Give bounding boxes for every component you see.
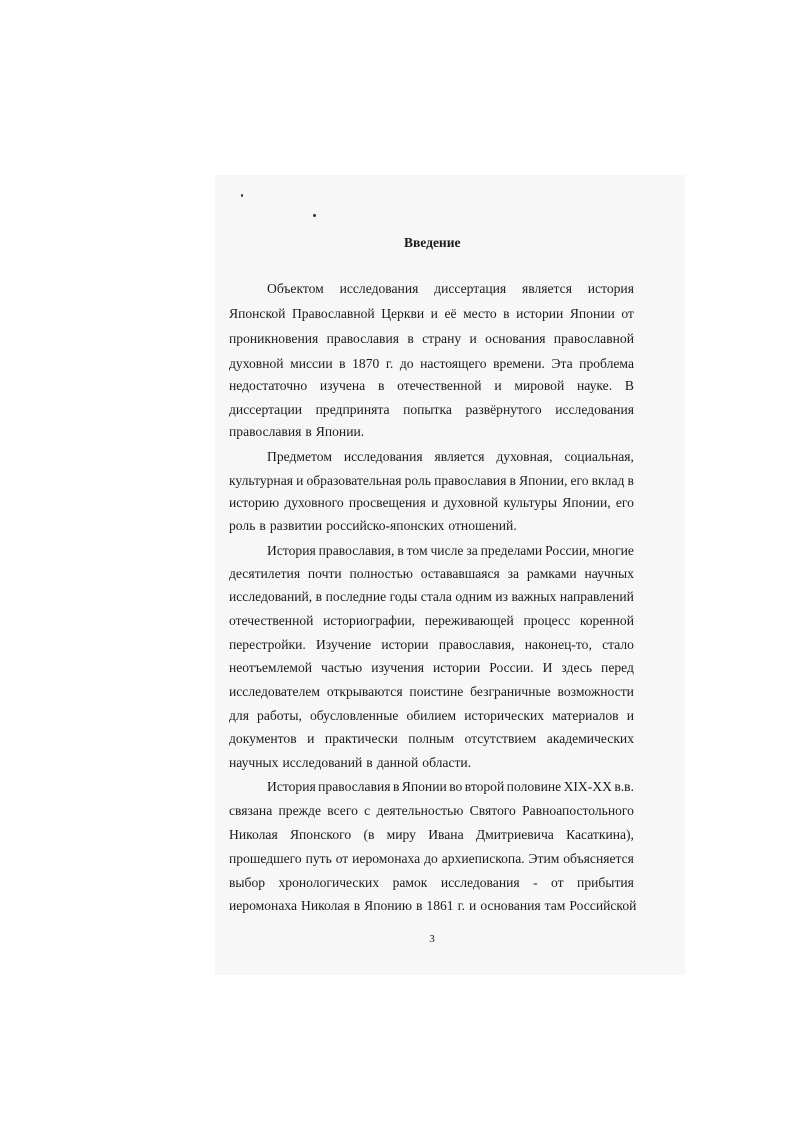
text-line: православия в Японии. [229,424,365,439]
text-line: неотъемлемой частью изучения истории России. И здесь перед [229,660,634,675]
text-line: для работы, обусловленные обилием исторических материалов и [229,708,634,723]
text-line: Николая Японского (в миру Ивана Дмитриевича Касаткина), [229,827,634,842]
text-line: духовной миссии в 1870 г. до настоящего времени. Эта проблема [229,356,634,371]
text-line: историю духовного просвещения и духовной культуры Японии, его [229,495,634,510]
scan-speck [241,194,243,197]
text-line: документов и практически полным отсутствием академических [229,731,634,746]
text-line: научных исследований в данной области. [229,755,472,770]
text-line: История православия, в том числе за пределами России, многие [267,543,634,558]
text-line: десятилетия почти полностью остававшаяся за рамками научных [229,566,634,581]
text-line: культурная и образовательная роль православия в Японии, его вклад в [229,473,634,488]
text-line: отечественной историографии, переживающей процесс коренной [229,613,634,628]
text-line: Объектом исследования диссертация является история [267,281,634,296]
scan-speck [313,214,316,217]
page-number: 3 [429,933,435,945]
text-line: История православия в Японии во второй половине XIX-XX в.в. [267,779,634,794]
text-line: проникновения православия в страну и основания православной [229,331,634,346]
text-line: Предметом исследования является духовная, социальная, [267,449,634,464]
text-line: недостаточно изучена в отечественной и мировой науке. В [229,378,634,393]
text-line: перестройки. Изучение истории православия, наконец-то, стало [229,637,634,652]
text-line: роль в развитии российско-японских отношений. [229,518,517,533]
text-line: прошедшего путь от иеромонаха до архиепископа. Этим объясняется [229,851,634,866]
text-line: выбор хронологических рамок исследования - от прибытия [229,875,634,890]
text-line: исследований, в последние годы стала одним из важных направлений [229,589,634,604]
text-line: иеромонаха Николая в Японию в 1861 г. и основания там Российской [229,898,637,913]
text-line: исследователем открываются поистине безграничные возможности [229,684,634,699]
text-line: диссертации предпринята попытка развёрнутого исследования [229,402,634,417]
section-heading: Введение [404,235,461,250]
text-line: связана прежде всего с деятельностью Святого Равноапостольного [229,803,634,818]
text-line: Японской Православной Церкви и её место в истории Японии от [229,306,634,321]
